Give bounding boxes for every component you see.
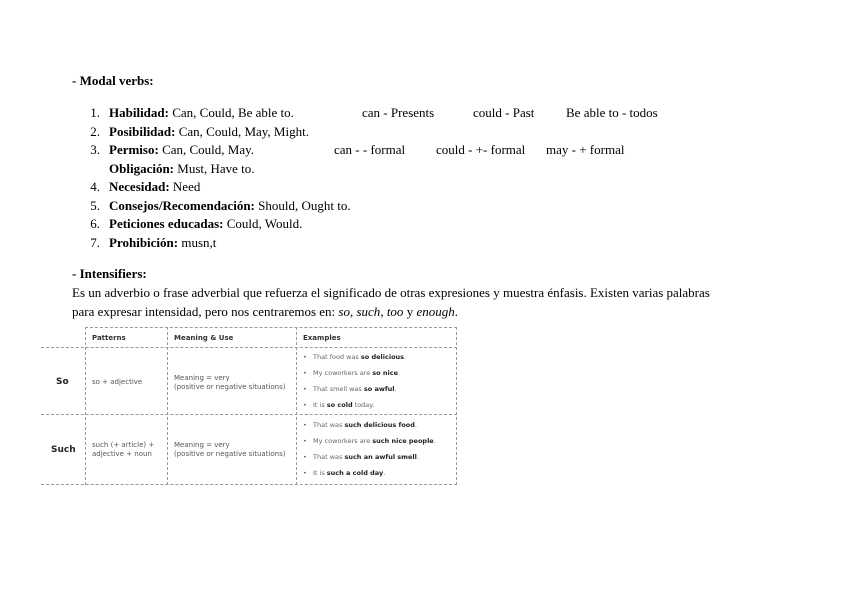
table-border [41,484,457,485]
meaning-line: (positive or negative situations) [174,450,286,458]
row-label: So [56,377,69,387]
item-label: Prohibición: [109,234,179,250]
keyword-enough: enough [416,304,455,319]
item-label: Habilidad: [109,105,169,120]
table-border [85,327,86,485]
item-label: Necesidad: [109,179,170,194]
list-number: 4. [90,179,100,194]
pattern-line: such (+ article) + [92,441,155,449]
keyword-so: so [338,304,350,319]
column-header: Examples [303,334,341,342]
item-sub-text: Must, Have to. [174,160,255,176]
example-item: • That smell was so awful. [303,385,397,393]
list-number: 6. [90,216,100,231]
modal-verbs-heading: - Modal verbs: [72,73,154,88]
example-item: • It is so cold today. [303,401,375,409]
item-text: musn,t [178,234,217,250]
table-border [41,414,457,415]
item-label: Permiso: [109,142,159,157]
item-text: Can, Could, May, Might. [175,123,309,139]
example-item: • It is such a cold day. [303,469,386,477]
intensifiers-heading: - Intensifiers: [72,266,147,281]
usage-note: could - +- formal [436,142,526,157]
meaning-line: Meaning = very [174,441,230,449]
item-text: Could, Would. [223,216,303,231]
table-border [41,347,457,348]
list-number: 7. [90,234,100,250]
meaning-line: (positive or negative situations) [174,383,286,391]
usage-note: could - Past [473,105,535,120]
meaning-line: Meaning = very [174,374,230,382]
paragraph-line: para expresar intensidad, pero nos centraremos en: so, such, too y enough. [72,304,458,319]
table-border [296,327,297,485]
usage-note: can - - formal [334,142,406,157]
list-number: 2. [90,123,100,139]
intensifiers-paragraph [72,283,772,321]
example-item: • That food was so delicious. [303,353,407,361]
column-header: Meaning & Use [174,334,234,342]
pattern-line: adjective + noun [92,450,152,458]
example-item: • That was such delicious food. [303,421,418,429]
usage-note: Be able to - todos [566,105,658,120]
list-number: 3. [90,142,100,157]
item-text: Can, Could, May. [158,142,255,157]
example-item: • My coworkers are so nice. [303,369,401,377]
table-border [85,327,457,328]
item-text: Should, Ought to. [254,197,351,213]
item-text: Need [169,179,201,194]
intensifiers-table [41,327,457,485]
usage-note: can - Presents [362,105,435,120]
paragraph-line: Es un adverbio o frase adverbial que refuerza el significado de otras expresiones y muestra énfasis. Existen varias palabras [72,285,710,300]
keyword-too: too [386,304,404,319]
example-item: • That was such an awful smell. [303,453,419,461]
row-label: Such [51,445,76,455]
item-text: Can, Could, Be able to. [168,105,294,120]
usage-note: may - + formal [546,142,625,157]
item-sub-label: Obligación: [109,160,175,176]
table-border [456,327,457,485]
item-label: Posibilidad: [109,123,176,139]
pattern-cell: so + adjective [92,378,143,386]
table-border [167,327,168,485]
item-label: Consejos/Recomendación: [109,197,255,213]
list-number: 5. [90,197,100,213]
list-number: 1. [90,105,100,120]
keyword-such: such [356,304,381,319]
item-label: Peticiones educadas: [109,216,224,231]
column-header: Patterns [92,334,126,342]
example-item: • My coworkers are such nice people. [303,437,436,445]
